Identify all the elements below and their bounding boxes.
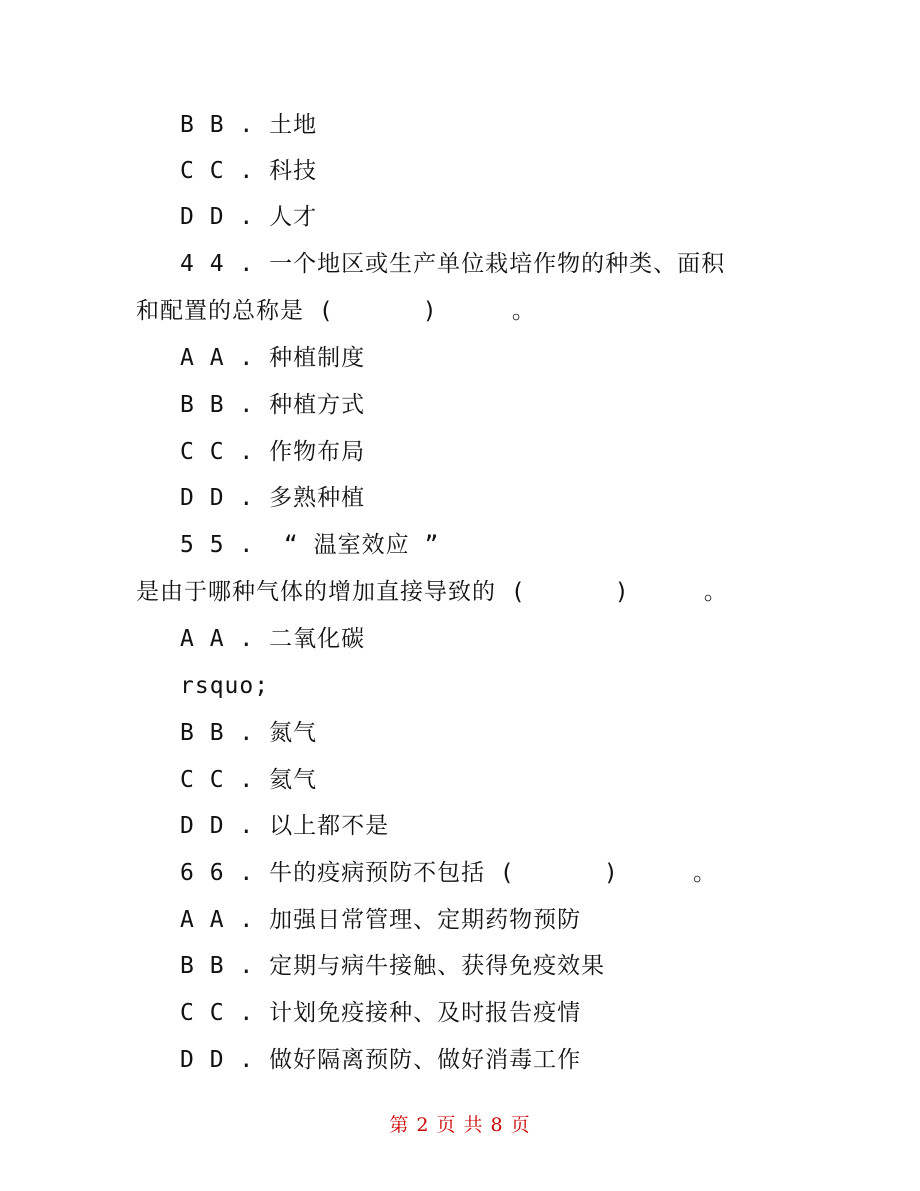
q5-option-c: C C . 氦气 [180,767,318,793]
q4-option-c: C C . 作物布局 [180,439,366,465]
q5-option-b: B B . 氮气 [180,720,318,746]
option-b-land: B B . 土地 [180,112,318,138]
page-footer: 第 2 页 共 8 页 [389,1114,531,1136]
question-4-line-1: 4 4 . 一个地区或生产单位栽培作物的种类、面积 [180,251,726,277]
question-6: 6 6 . 牛的疫病预防不包括 ( ) 。 [180,860,717,886]
q6-option-a: A A . 加强日常管理、定期药物预防 [180,907,582,933]
option-c-technology: C C . 科技 [180,158,318,184]
q6-option-c: C C . 计划免疫接种、及时报告疫情 [180,1000,582,1026]
q5-option-d: D D . 以上都不是 [180,813,390,839]
q4-option-d: D D . 多熟种植 [180,485,366,511]
q6-option-b: B B . 定期与病牛接触、获得免疫效果 [180,953,606,979]
q5-option-a: A A . 二氧化碳 [180,626,366,652]
question-5-line-1: 5 5 . “ 温室效应 ” [180,532,440,558]
stray-entity-text: rsquo; [180,673,270,699]
question-4-line-2: 和配置的总称是 ( ) 。 [136,298,536,324]
q6-option-d: D D . 做好隔离预防、做好消毒工作 [180,1047,582,1073]
question-5-line-2: 是由于哪种气体的增加直接导致的 ( ) 。 [136,579,728,605]
q4-option-b: B B . 种植方式 [180,392,366,418]
option-d-talent: D D . 人才 [180,204,318,230]
q4-option-a: A A . 种植制度 [180,345,366,371]
